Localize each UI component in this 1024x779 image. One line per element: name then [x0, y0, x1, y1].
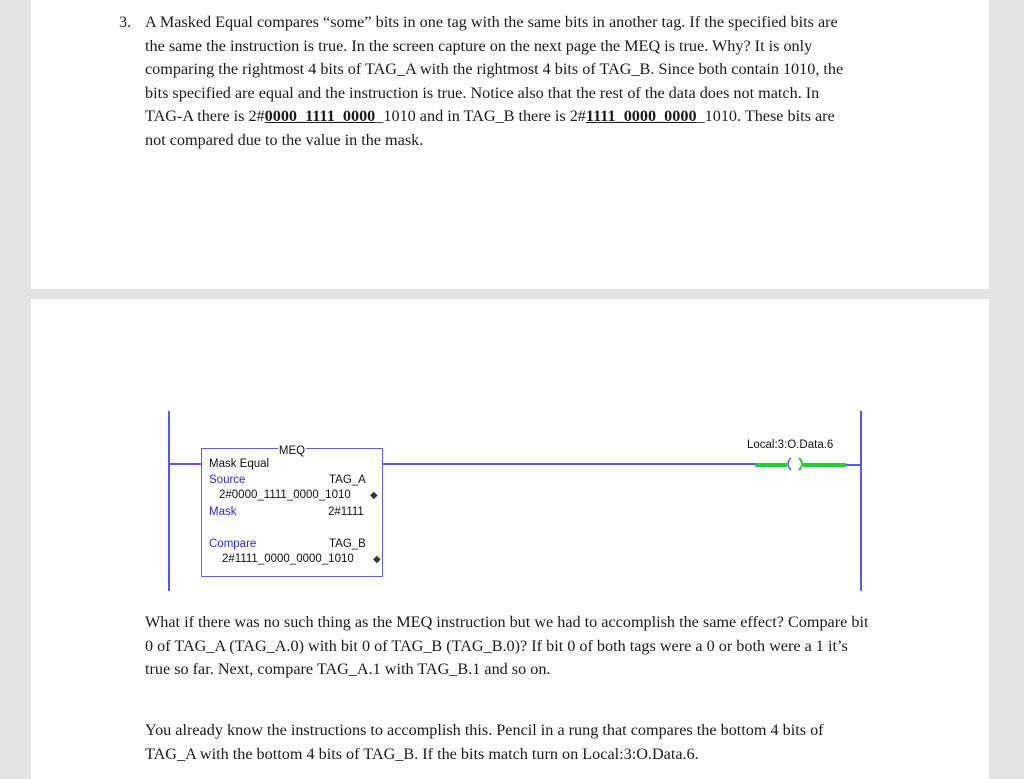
- source-value: 2#0000_1111_0000_1010: [219, 489, 351, 501]
- question-text-a: A Masked Equal compares “some” bits in one tag with the same bits in another tag. If the specified bits are the same the instruction is true. In the screen capture on the next page the MEQ is true. Why? It is only comparing the rightmost 4 bits of TAG_A with the rightmost 4 bits of TAG_B. Since both contain 1010, the bits specified are equal and the instruction is true. Notice also that the rest of the data does not match. In TAG-A there is 2#: [145, 13, 844, 126]
- compare-arrow-icon: ◆: [373, 554, 381, 565]
- compare-label: Compare: [209, 538, 257, 550]
- document-page-1: [31, 0, 989, 289]
- tag-a-masked-bits: 0000_1111_0000: [264, 107, 376, 126]
- tag-b-masked-bits: 1111_0000_0000: [585, 107, 697, 126]
- question-text-c: _1010. These bits are not compared due to the value in the mask.: [145, 107, 835, 149]
- left-power-rail: [168, 411, 170, 591]
- rung-wire-middle: [381, 463, 783, 465]
- source-label: Source: [209, 474, 246, 486]
- paragraph-meq-alternative: What if there was no such thing as the MEQ instruction but we had to accomplish the same effect? Compare bit 0 of TAG_A (TAG_A.0) with bit 0 of TAG_B (TAG_B.0)? If bit 0 of both tags were a 0 or both were a 1 it’s true so far. Next, compare TAG_A.1 with TAG_B.1 and so on.: [145, 613, 869, 679]
- rung-wire-right: [846, 464, 860, 466]
- paragraph-exercise: You already know the instructions to accomplish this. Pencil in a rung that compares the bottom 4 bits of TAG_A with the bottom 4 bits of TAG_B. If the bits match turn on Local:3:O.Data.6.: [145, 721, 824, 763]
- question-3-paragraph: [119, 11, 845, 153]
- rung-wire-left: [170, 463, 202, 465]
- source-arrow-icon: ◆: [370, 490, 378, 501]
- meq-title: MEQ: [278, 445, 306, 457]
- coil-tag-label[interactable]: Local:3:O.Data.6: [747, 439, 834, 451]
- question-number: 3.: [119, 13, 132, 31]
- compare-tag[interactable]: TAG_B: [329, 538, 366, 550]
- mask-label: Mask: [209, 506, 237, 518]
- meq-instruction-block[interactable]: [201, 445, 383, 577]
- question-text-b: _1010 and in TAG_B there is 2#: [375, 107, 586, 126]
- source-tag[interactable]: TAG_A: [329, 474, 366, 486]
- compare-value: 2#1111_0000_0000_1010: [222, 553, 354, 565]
- energized-wire-right: [803, 463, 846, 467]
- right-power-rail: [860, 411, 862, 591]
- mask-value[interactable]: 2#1111: [328, 506, 364, 518]
- document-page-2: [31, 299, 989, 779]
- instruction-name: Mask Equal: [209, 458, 270, 470]
